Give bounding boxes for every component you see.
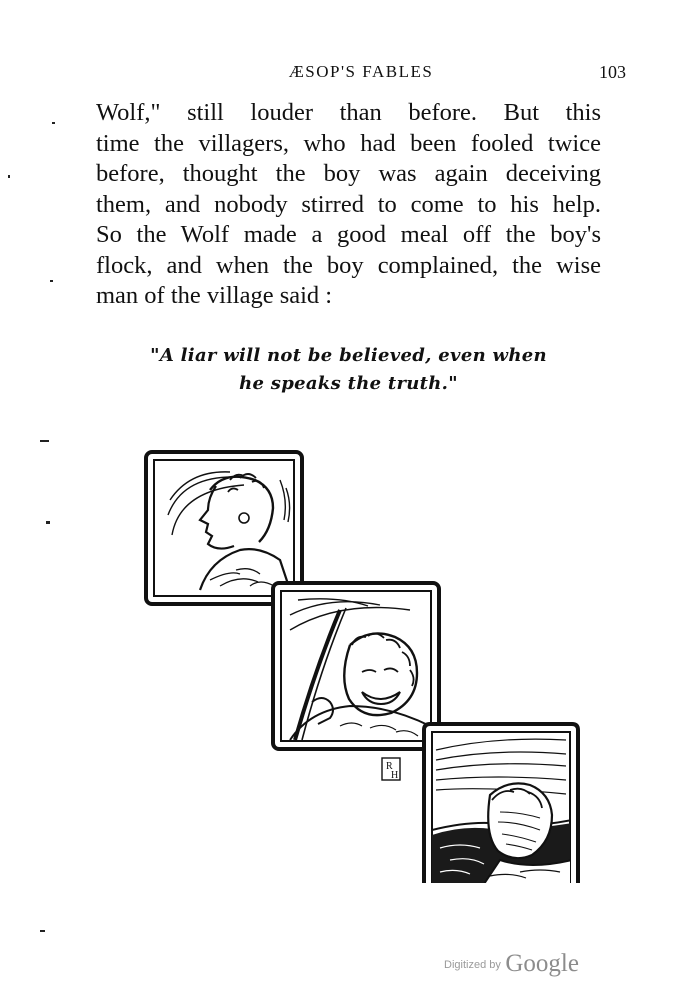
monogram-letter: R <box>386 761 393 772</box>
margin-mark <box>52 122 55 124</box>
digitization-watermark <box>444 950 579 978</box>
margin-mark <box>8 175 10 178</box>
google-logo-text: Google <box>505 950 579 977</box>
moral-line: "A liar will not be believed, even when <box>150 345 547 366</box>
panel-boy-landscape <box>424 724 578 890</box>
body-line: So the Wolf made a good meal off the boy's <box>96 221 601 248</box>
artist-monogram <box>382 758 400 781</box>
moral-quote <box>96 342 601 398</box>
body-line: Wolf," still louder than before. But this <box>96 99 601 126</box>
margin-mark <box>40 930 45 932</box>
panel-laughing-boy <box>273 583 439 749</box>
shepherd-boy-illustration <box>140 440 580 890</box>
body-line: them, and nobody stirred to come to his help. <box>96 190 601 218</box>
body-line: before, thought the boy was again deceiving <box>96 160 601 187</box>
running-title: ÆSOP'S FABLES <box>288 62 434 81</box>
digitized-label: Digitized by <box>444 959 501 971</box>
margin-mark <box>46 521 50 524</box>
monogram-letter: H <box>391 770 399 781</box>
body-paragraph <box>96 98 601 312</box>
body-line: man of the village said : <box>96 282 333 309</box>
body-line: time the villagers, who had been fooled twice <box>96 129 601 157</box>
page-header <box>96 62 626 90</box>
moral-line: he speaks the truth." <box>239 373 458 394</box>
margin-mark <box>40 440 49 442</box>
body-line: flock, and when the boy complained, the wise <box>96 251 601 279</box>
margin-mark <box>50 280 53 282</box>
page-number: 103 <box>599 62 626 82</box>
